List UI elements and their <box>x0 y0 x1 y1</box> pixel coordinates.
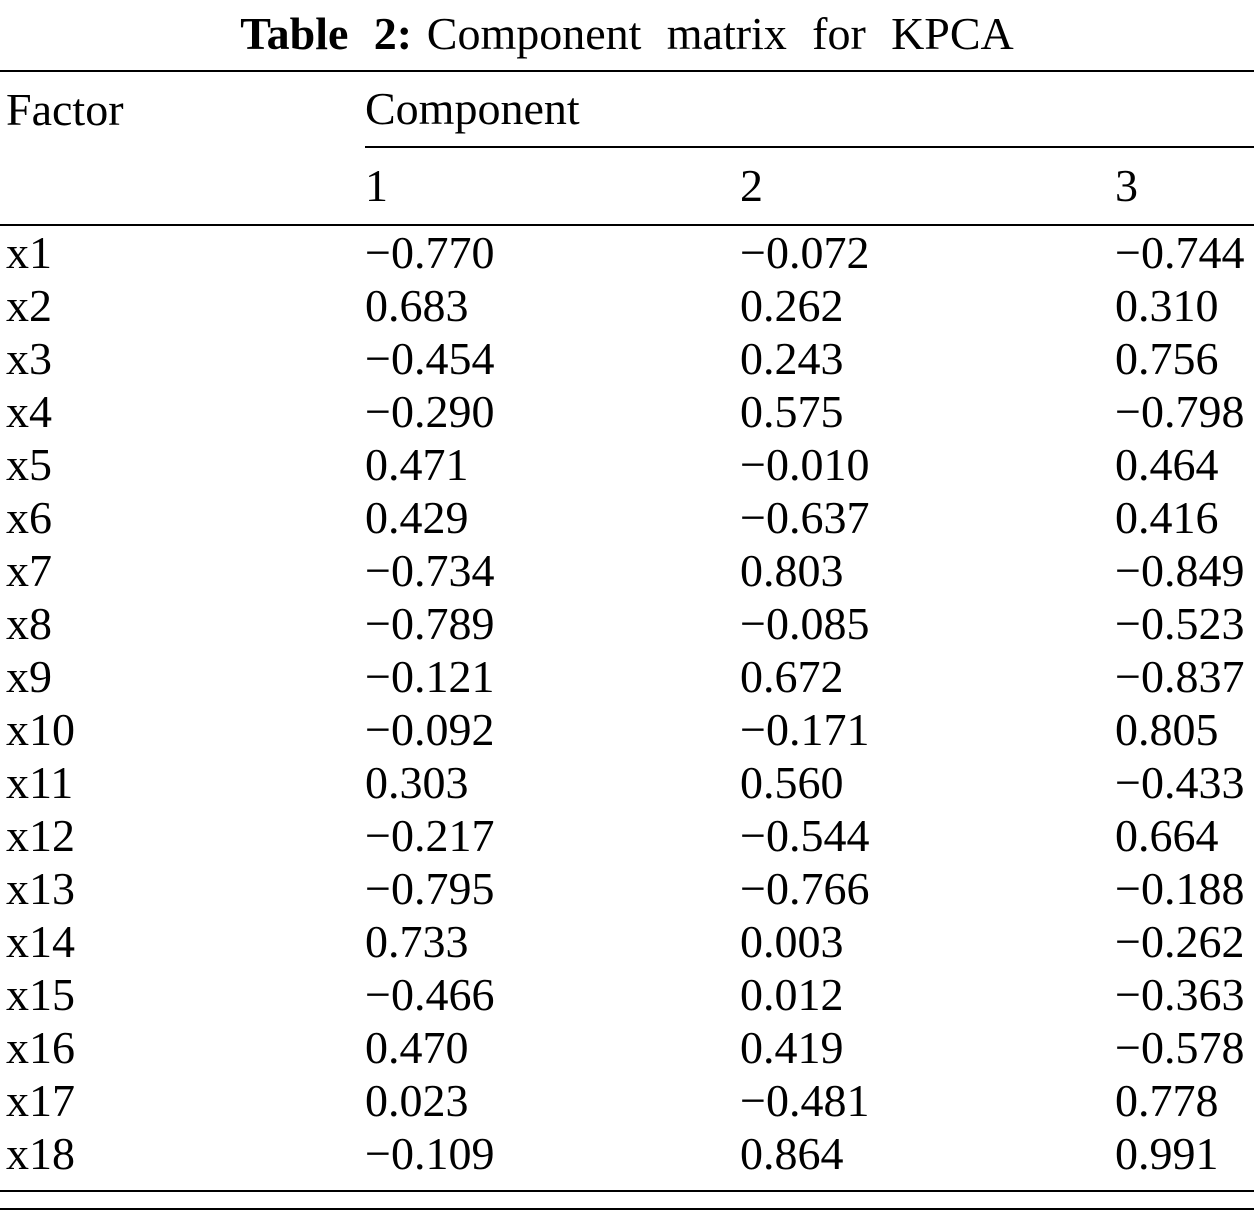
value-cell: 0.672 <box>740 650 844 702</box>
value-cell: 0.023 <box>365 1074 469 1126</box>
value-cell: −0.072 <box>740 226 870 278</box>
table-title-text: Component matrix for KPCA <box>426 8 1014 59</box>
value-cell: −0.481 <box>740 1074 870 1126</box>
value-cell: 0.416 <box>1115 491 1219 543</box>
factor-cell: x17 <box>6 1074 75 1126</box>
value-cell: 0.756 <box>1115 332 1219 384</box>
factor-cell: x6 <box>6 491 52 543</box>
factor-cell: x2 <box>6 279 52 331</box>
value-cell: −0.637 <box>740 491 870 543</box>
factor-cell: x10 <box>6 703 75 755</box>
component-col-header-2: 2 <box>740 147 1115 225</box>
value-cell: −0.578 <box>1115 1021 1245 1073</box>
value-cell: −0.789 <box>365 597 495 649</box>
value-cell: 0.429 <box>365 491 469 543</box>
value-cell: −0.121 <box>365 650 495 702</box>
table-body <box>0 225 1254 1191</box>
factor-cell: x4 <box>6 385 52 437</box>
table-row <box>0 225 1254 279</box>
value-cell: −0.795 <box>365 862 495 914</box>
value-cell: 0.470 <box>365 1021 469 1073</box>
table-row <box>0 279 1254 332</box>
value-cell: 0.733 <box>365 915 469 967</box>
value-cell: 0.419 <box>740 1021 844 1073</box>
table-row <box>0 438 1254 491</box>
factor-cell: x15 <box>6 968 75 1020</box>
value-cell: 0.003 <box>740 915 844 967</box>
table-row <box>0 1021 1254 1074</box>
value-cell: −0.744 <box>1115 226 1245 278</box>
table-title <box>0 0 1254 70</box>
table-row <box>0 1127 1254 1191</box>
value-cell: −0.363 <box>1115 968 1245 1020</box>
value-cell: 0.864 <box>740 1127 844 1179</box>
table-row <box>0 809 1254 862</box>
value-cell: 0.262 <box>740 279 844 331</box>
value-cell: −0.734 <box>365 544 495 596</box>
value-cell: 0.243 <box>740 332 844 384</box>
value-cell: −0.798 <box>1115 385 1245 437</box>
value-cell: −0.466 <box>365 968 495 1020</box>
component-col-header-1: 1 <box>365 147 740 225</box>
table-row <box>0 703 1254 756</box>
value-cell: −0.433 <box>1115 756 1245 808</box>
factor-cell: x12 <box>6 809 75 861</box>
table-row <box>0 544 1254 597</box>
value-cell: 0.803 <box>740 544 844 596</box>
table-row <box>0 756 1254 809</box>
value-cell: 0.464 <box>1115 438 1219 490</box>
table-row <box>0 1074 1254 1127</box>
factor-cell: x3 <box>6 332 52 384</box>
value-cell: 0.664 <box>1115 809 1219 861</box>
value-cell: −0.171 <box>740 703 870 755</box>
value-cell: −0.109 <box>365 1127 495 1179</box>
value-cell: −0.849 <box>1115 544 1245 596</box>
value-cell: −0.092 <box>365 703 495 755</box>
factor-cell: x1 <box>6 226 52 278</box>
value-cell: 0.683 <box>365 279 469 331</box>
factor-cell: x14 <box>6 915 75 967</box>
value-cell: −0.766 <box>740 862 870 914</box>
value-cell: 0.805 <box>1115 703 1219 755</box>
factor-cell: x5 <box>6 438 52 490</box>
table-row <box>0 650 1254 703</box>
component-matrix-table <box>0 70 1254 1192</box>
table-row <box>0 915 1254 968</box>
value-cell: 0.991 <box>1115 1127 1219 1179</box>
component-col-header-3: 3 <box>1115 147 1254 225</box>
factor-cell: x9 <box>6 650 52 702</box>
factor-cell: x18 <box>6 1127 75 1179</box>
value-cell: 0.012 <box>740 968 844 1020</box>
component-header: Component <box>365 71 1254 147</box>
value-cell: 0.575 <box>740 385 844 437</box>
table-row <box>0 491 1254 544</box>
value-cell: −0.544 <box>740 809 870 861</box>
factor-cell: x16 <box>6 1021 75 1073</box>
value-cell: −0.837 <box>1115 650 1245 702</box>
header-row-sub <box>0 147 1254 225</box>
value-cell: −0.085 <box>740 597 870 649</box>
table-head <box>0 71 1254 225</box>
factor-cell: x8 <box>6 597 52 649</box>
value-cell: −0.770 <box>365 226 495 278</box>
factor-cell: x11 <box>6 756 74 808</box>
factor-cell: x7 <box>6 544 52 596</box>
bottom-rule <box>0 1208 1254 1210</box>
value-cell: −0.217 <box>365 809 495 861</box>
value-cell: −0.290 <box>365 385 495 437</box>
empty-header-cell <box>0 147 365 225</box>
table-row <box>0 862 1254 915</box>
value-cell: 0.303 <box>365 756 469 808</box>
value-cell: −0.188 <box>1115 862 1245 914</box>
table-row <box>0 968 1254 1021</box>
factor-cell: x13 <box>6 862 75 914</box>
value-cell: 0.778 <box>1115 1074 1219 1126</box>
header-row-main <box>0 71 1254 147</box>
value-cell: −0.523 <box>1115 597 1245 649</box>
table-row <box>0 385 1254 438</box>
factor-header: Factor <box>6 83 124 135</box>
value-cell: −0.454 <box>365 332 495 384</box>
value-cell: 0.310 <box>1115 279 1219 331</box>
value-cell: 0.560 <box>740 756 844 808</box>
value-cell: −0.010 <box>740 438 870 490</box>
table-row <box>0 332 1254 385</box>
value-cell: 0.471 <box>365 438 469 490</box>
value-cell: −0.262 <box>1115 915 1245 967</box>
table-title-label: Table 2: <box>240 8 413 59</box>
table-row <box>0 597 1254 650</box>
